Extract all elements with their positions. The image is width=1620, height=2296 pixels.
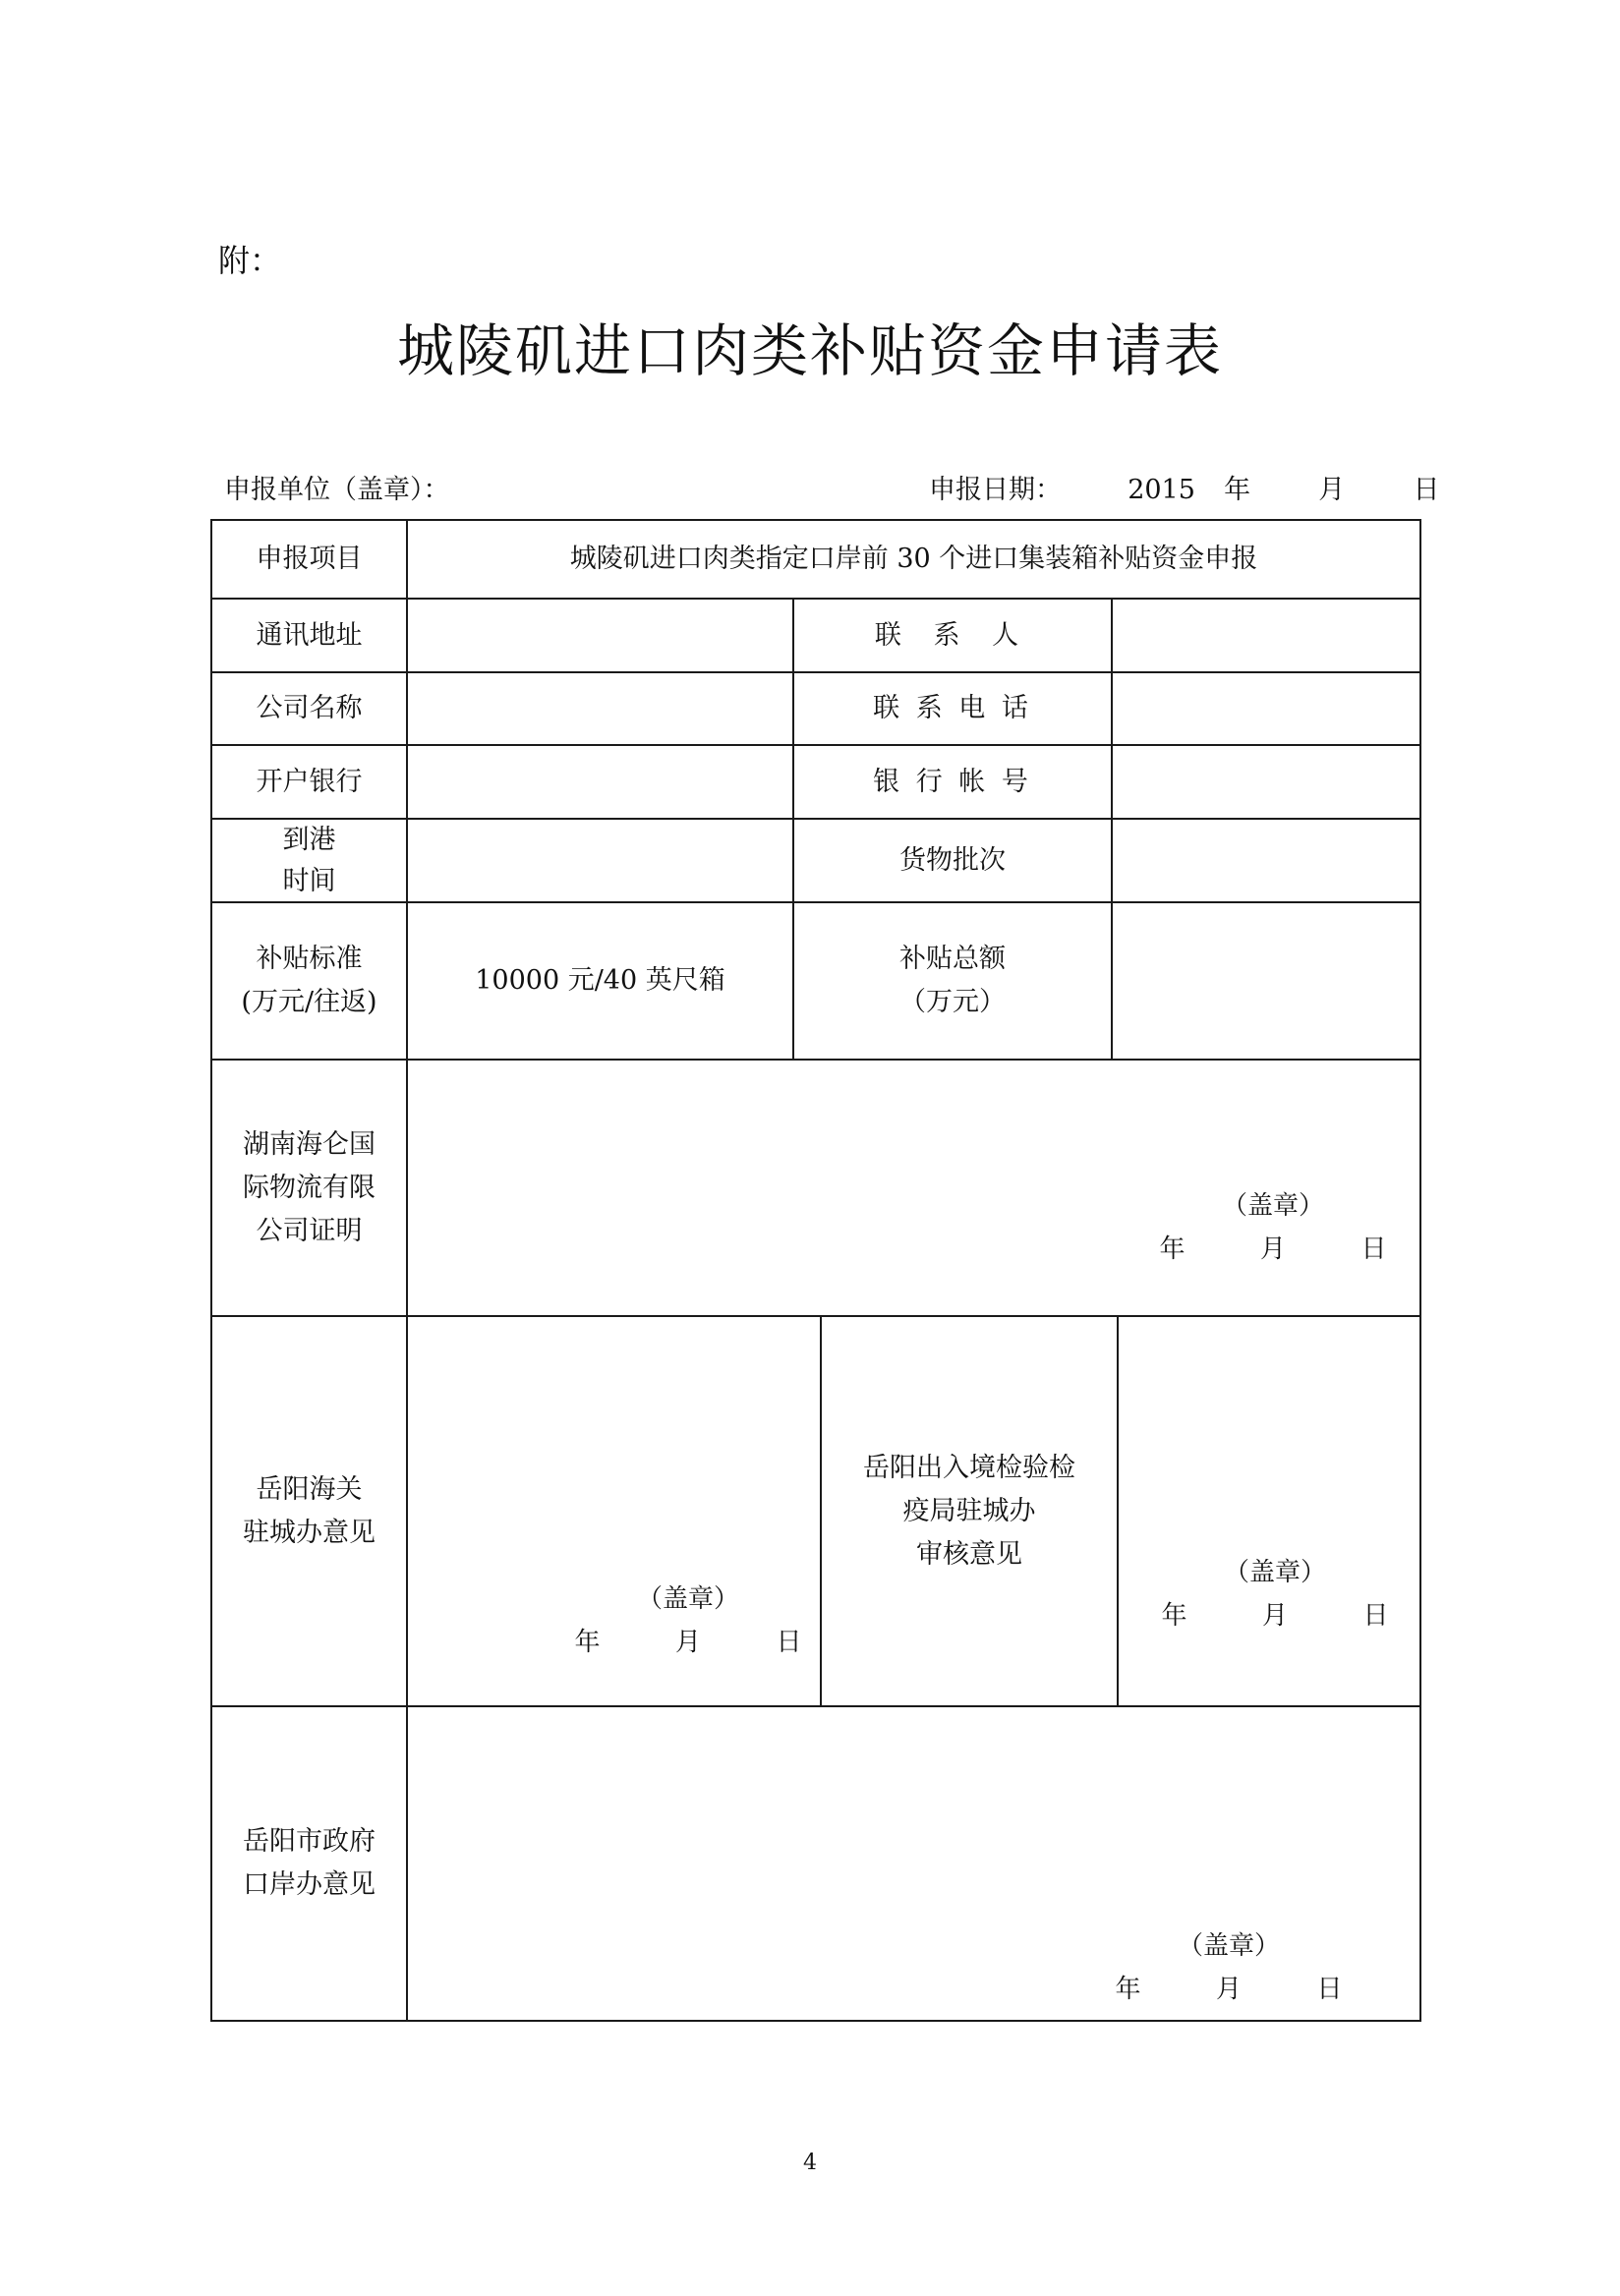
arrival-label-line1: 到港 xyxy=(282,824,336,855)
batch-label: 货物批次 xyxy=(899,844,1006,876)
month-unit: 月 xyxy=(1215,1975,1242,2004)
year-unit: 年 xyxy=(574,1628,601,1657)
phone-label: 联 系 电 话 xyxy=(873,693,1032,723)
ciq-label-line2: 疫局驻城办 xyxy=(902,1495,1036,1526)
gov-label-line1: 岳阳市政府 xyxy=(243,1826,376,1857)
standard-label-line2: (万元/往返) xyxy=(241,987,377,1017)
company-field[interactable] xyxy=(408,673,792,744)
customs-label xyxy=(212,1317,406,1705)
ciq-label xyxy=(822,1317,1117,1705)
arrival-label-line2: 时间 xyxy=(282,865,336,896)
arrival-time-field[interactable] xyxy=(408,820,792,901)
hailun-label-line2: 际物流有限 xyxy=(243,1172,376,1203)
seal-text: （盖章） xyxy=(1177,1931,1280,1961)
ciq-label-line1: 岳阳出入境检验检 xyxy=(863,1452,1075,1483)
seal-date xyxy=(1101,1968,1357,2011)
application-date-label: 申报日期： xyxy=(929,475,1062,505)
table-border-right xyxy=(1419,519,1421,2022)
gov-seal xyxy=(1101,1924,1357,2011)
form-title: 城陵矶进口肉类补贴资金申请表 xyxy=(396,317,1223,384)
day-unit: 日 xyxy=(1360,1234,1387,1264)
seal-text: （盖章） xyxy=(1221,1191,1324,1221)
standard-label xyxy=(212,903,406,1059)
seal-date xyxy=(1150,1228,1396,1271)
applicant-unit-label: 申报单位（盖章）： xyxy=(224,475,450,505)
company-label: 公司名称 xyxy=(256,693,363,723)
year-unit: 年 xyxy=(1161,1601,1187,1631)
bank-field[interactable] xyxy=(408,746,792,818)
contact-field[interactable] xyxy=(1113,600,1419,671)
bank-label: 开户银行 xyxy=(256,766,363,797)
application-year: 2015 xyxy=(1128,475,1195,505)
day-unit: 日 xyxy=(1316,1975,1343,2004)
month-unit: 月 xyxy=(1259,1234,1286,1264)
total-field[interactable] xyxy=(1113,903,1419,1059)
month-unit: 月 xyxy=(1318,475,1346,505)
customs-label-line2: 驻城办意见 xyxy=(243,1517,376,1548)
batch-field[interactable] xyxy=(1113,820,1419,901)
year-unit: 年 xyxy=(1159,1234,1186,1264)
table-border-bottom xyxy=(210,2020,1421,2022)
customs-label-line1: 岳阳海关 xyxy=(256,1473,363,1505)
total-label xyxy=(794,903,1111,1059)
application-date xyxy=(929,468,1439,506)
arrival-time-label xyxy=(212,820,406,901)
gov-label xyxy=(212,1707,406,2020)
hailun-label-line1: 湖南海仑国 xyxy=(243,1128,376,1160)
account-field[interactable] xyxy=(1113,746,1419,818)
standard-label-line1: 补贴标准 xyxy=(256,944,363,974)
year-unit: 年 xyxy=(1224,475,1251,505)
year-unit: 年 xyxy=(1115,1975,1141,2004)
month-unit: 月 xyxy=(674,1628,701,1657)
seal-text: （盖章） xyxy=(636,1584,739,1614)
phone-field[interactable] xyxy=(1113,673,1419,744)
project-label: 申报项目 xyxy=(256,544,363,574)
contact-label: 联 系 人 xyxy=(874,619,1031,651)
ciq-seal xyxy=(1152,1551,1398,1637)
day-unit: 日 xyxy=(1413,475,1440,505)
day-unit: 日 xyxy=(1362,1601,1389,1631)
address-label: 通讯地址 xyxy=(256,619,363,651)
month-unit: 月 xyxy=(1261,1601,1288,1631)
seal-date xyxy=(1152,1594,1398,1637)
page-number: 4 xyxy=(803,2151,817,2175)
project-value: 城陵矶进口肉类指定口岸前 30 个进口集装箱补贴资金申报 xyxy=(569,544,1258,574)
ciq-opinion-field[interactable] xyxy=(1119,1317,1419,1705)
hailun-label xyxy=(212,1061,406,1315)
account-label: 银 行 帐 号 xyxy=(873,766,1032,797)
total-label-line1: 补贴总额 xyxy=(899,944,1006,974)
standard-value: 10000 元/40 英尺箱 xyxy=(475,965,725,996)
gov-label-line2: 口岸办意见 xyxy=(243,1869,376,1900)
day-unit: 日 xyxy=(776,1628,802,1657)
annex-label: 附： xyxy=(218,242,282,279)
ciq-label-line3: 审核意见 xyxy=(916,1538,1022,1570)
hailun-label-line3: 公司证明 xyxy=(256,1215,363,1246)
hailun-seal xyxy=(1150,1184,1396,1271)
seal-date xyxy=(570,1621,806,1664)
customs-seal xyxy=(570,1578,806,1664)
total-label-line2: （万元） xyxy=(899,987,1006,1017)
seal-text: （盖章） xyxy=(1223,1558,1326,1587)
address-field[interactable] xyxy=(408,600,792,671)
